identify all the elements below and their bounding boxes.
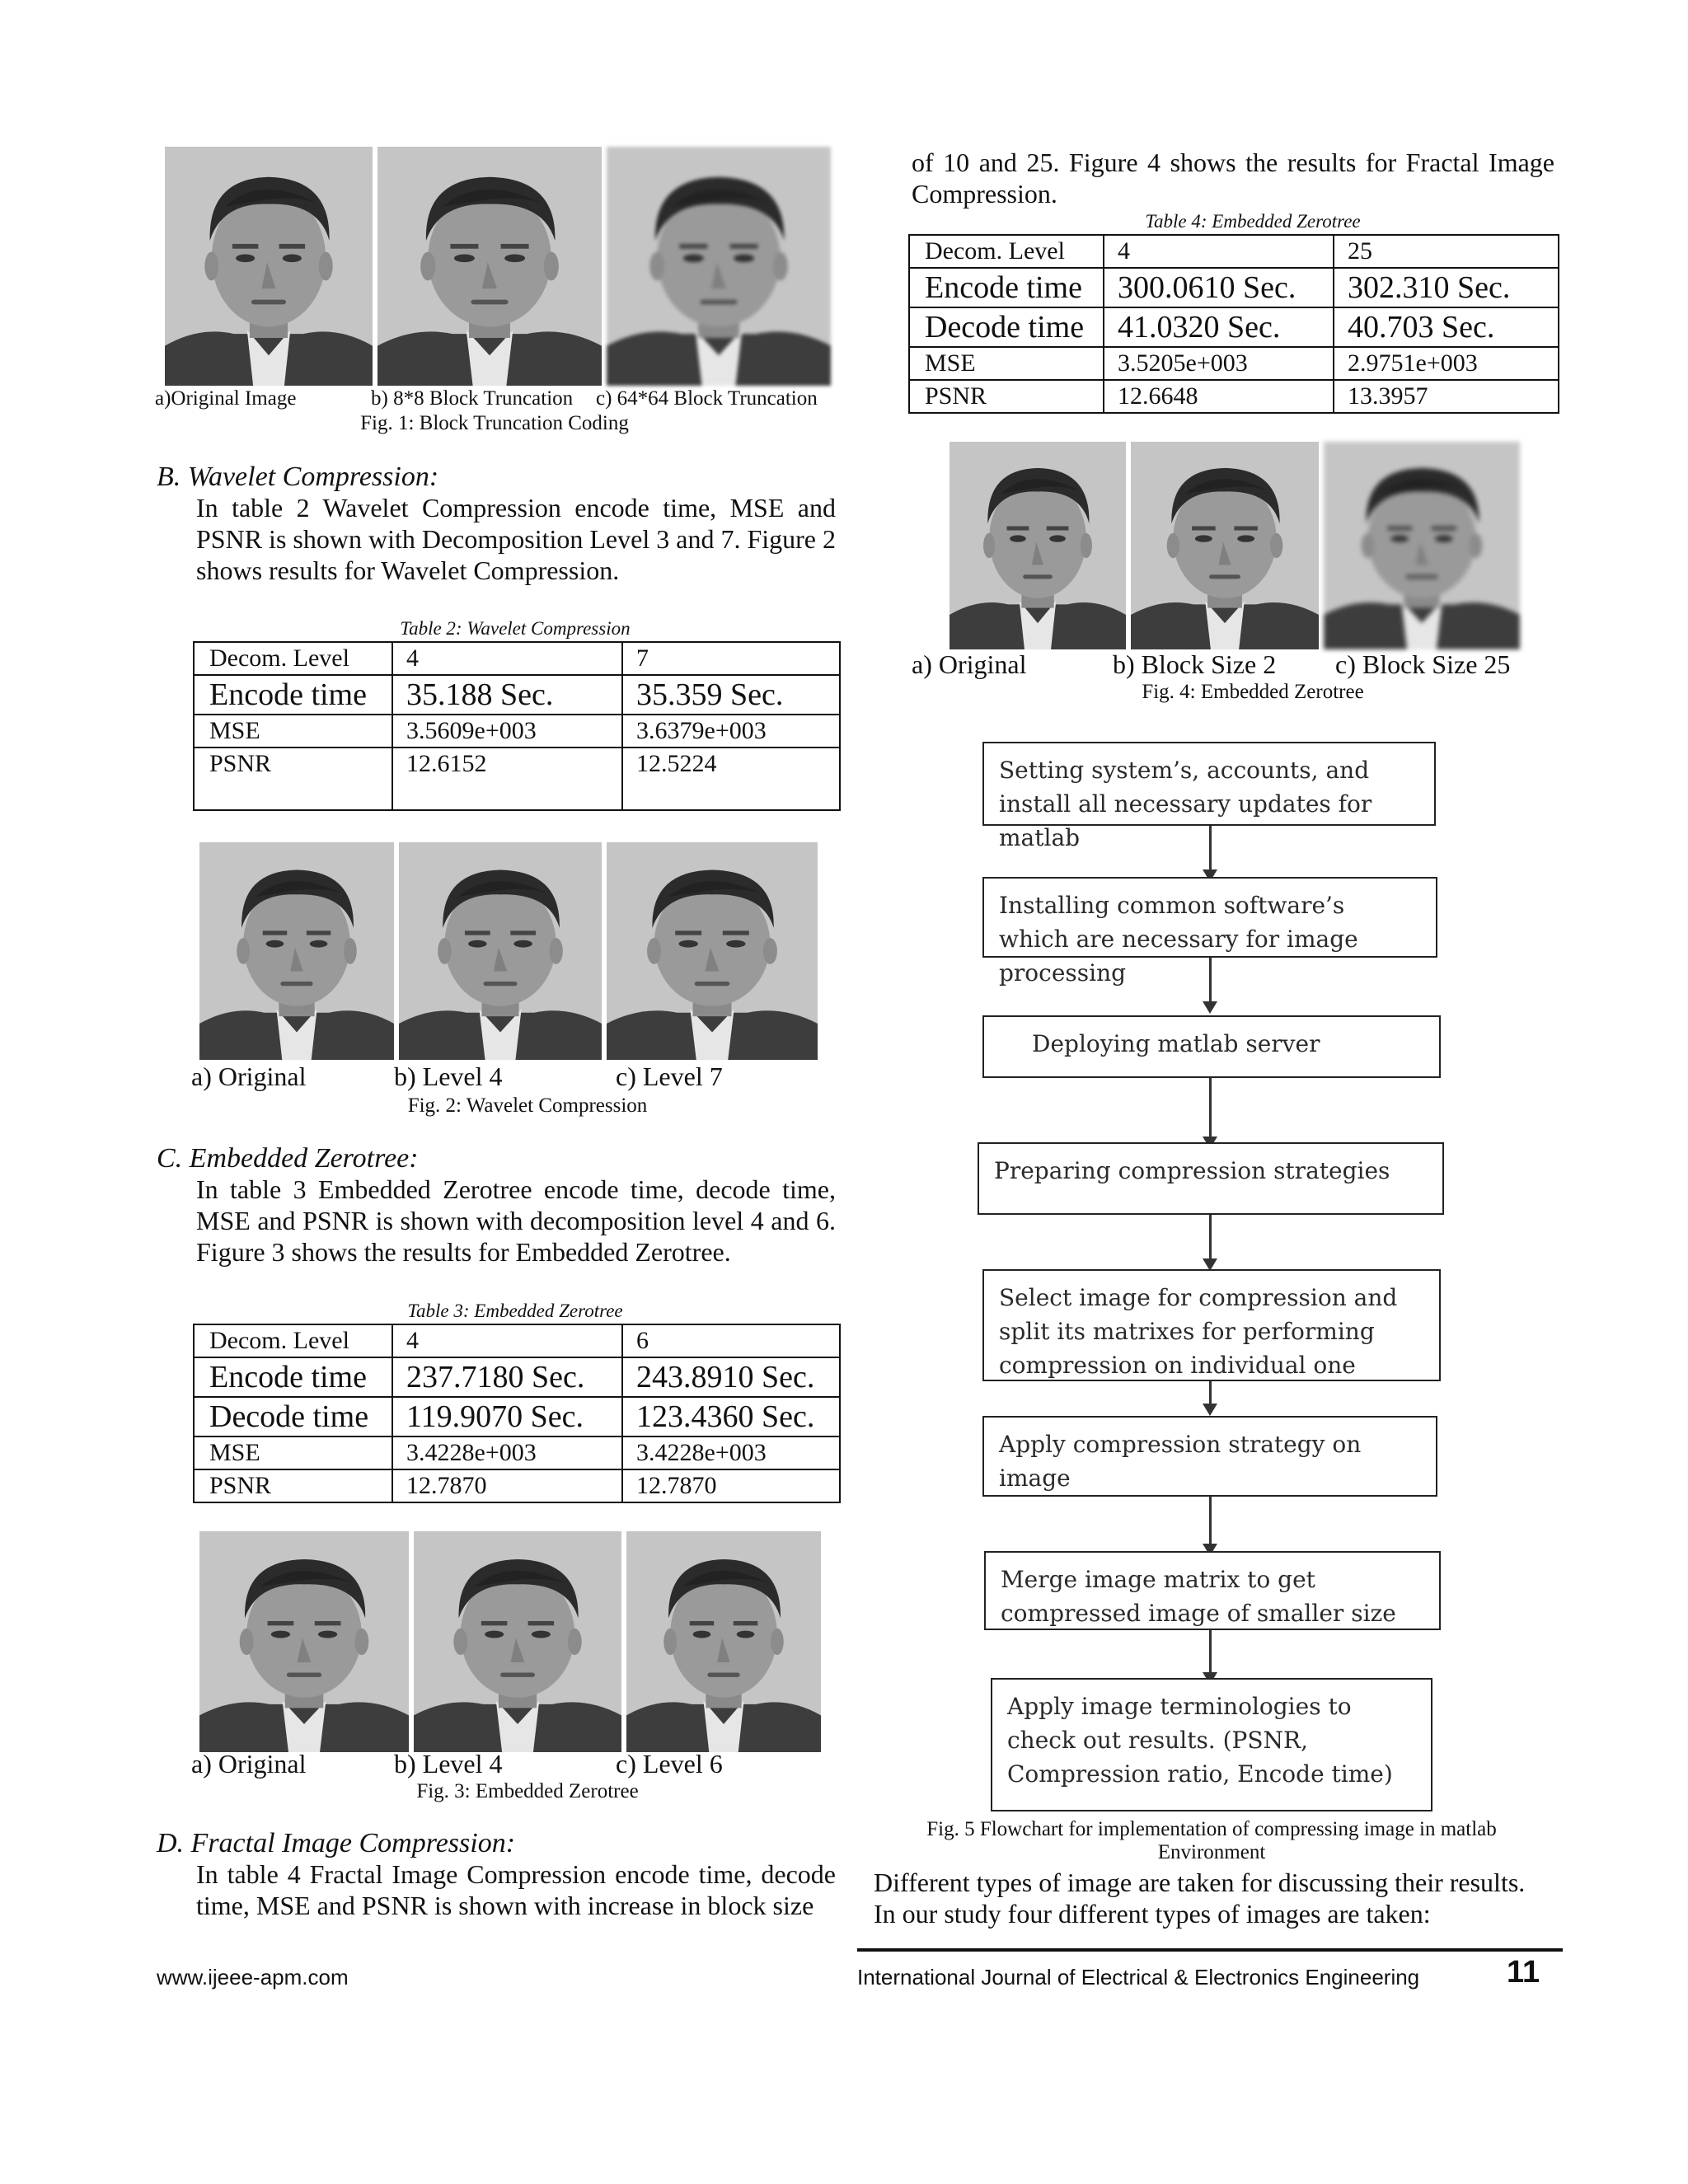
table-cell: 119.9070 Sec. bbox=[392, 1397, 622, 1436]
table-row bbox=[909, 347, 1559, 380]
flowchart-step-3: Deploying matlab server bbox=[982, 1015, 1441, 1078]
table-row bbox=[909, 235, 1559, 268]
table-cell: PSNR bbox=[194, 1469, 392, 1502]
table-row bbox=[194, 675, 840, 715]
table-cell: 12.7870 bbox=[392, 1469, 622, 1502]
section-c-heading: C. Embedded Zerotree: bbox=[157, 1143, 419, 1174]
table-cell: MSE bbox=[194, 715, 392, 748]
table-cell: 3.5609e+003 bbox=[392, 715, 622, 748]
table-cell: MSE bbox=[194, 1436, 392, 1469]
flowchart-step-8: Apply image terminologies to check out results. (PSNR, Compression ratio, Encode time) bbox=[991, 1678, 1432, 1811]
flowchart-step-4: Preparing compression strategies bbox=[978, 1142, 1444, 1215]
table4-caption: Table 4: Embedded Zerotree bbox=[1145, 211, 1361, 232]
fig3-caption: Fig. 3: Embedded Zerotree bbox=[416, 1780, 639, 1802]
table-cell: 2.9751e+003 bbox=[1334, 347, 1559, 380]
section-c-text: In table 3 Embedded Zerotree encode time, decode time, MSE and PSNR is shown with decomposition level 4 and 6. Figure 3 shows the results for Embedded Zerotree. bbox=[196, 1174, 836, 1267]
table-row bbox=[194, 1324, 840, 1357]
flowchart-arrow bbox=[1209, 1215, 1212, 1259]
table-cell: 6 bbox=[622, 1324, 840, 1357]
fig4-label-c: c) Block Size 25 bbox=[1335, 649, 1511, 679]
footer-rule bbox=[857, 1948, 1563, 1952]
section-d-heading: D. Fractal Image Compression: bbox=[157, 1828, 516, 1858]
fig1-label-a: a)Original Image bbox=[155, 387, 297, 410]
table-cell: 12.7870 bbox=[622, 1469, 840, 1502]
fig2-image-level4 bbox=[399, 842, 602, 1060]
right-intro-text: of 10 and 25. Figure 4 shows the results for Fractal Image Compression. bbox=[912, 148, 1554, 209]
table-row bbox=[194, 715, 840, 748]
flowchart-arrow bbox=[1209, 958, 1212, 1002]
fig3-label-c: c) Level 6 bbox=[616, 1749, 723, 1779]
fig1-image-8x8 bbox=[377, 147, 602, 386]
flowchart-arrow bbox=[1209, 1630, 1212, 1673]
flowchart-step-7: Merge image matrix to get compressed image of smaller size bbox=[984, 1551, 1441, 1630]
table-cell: 41.0320 Sec. bbox=[1104, 307, 1334, 347]
fig1-caption: Fig. 1: Block Truncation Coding bbox=[360, 412, 629, 434]
fig1-label-b: b) 8*8 Block Truncation bbox=[371, 387, 574, 410]
fig2-image-level7 bbox=[607, 842, 818, 1060]
fig4-label-a: a) Original bbox=[912, 649, 1027, 679]
fig2-label-c: c) Level 7 bbox=[616, 1062, 723, 1091]
fig1-image-64x64 bbox=[607, 147, 831, 386]
table-row bbox=[194, 1357, 840, 1397]
table-cell: 25 bbox=[1334, 235, 1559, 268]
table-row bbox=[194, 748, 840, 810]
table-cell: Encode time bbox=[194, 1357, 392, 1397]
table-cell: 237.7180 Sec. bbox=[392, 1357, 622, 1397]
table-cell: Encode time bbox=[194, 675, 392, 715]
fig2-label-b: b) Level 4 bbox=[394, 1062, 503, 1091]
flowchart-arrow bbox=[1209, 826, 1212, 870]
footer-journal: International Journal of Electrical & Electronics Engineering bbox=[857, 1965, 1420, 1990]
section-b-text: In table 2 Wavelet Compression encode time, MSE and PSNR is shown with Decomposition Level 3 and 7. Figure 2 shows results for Wavelet Compression. bbox=[196, 493, 836, 585]
fig2-caption: Fig. 2: Wavelet Compression bbox=[407, 1094, 648, 1117]
footer-website: www.ijeee-apm.com bbox=[157, 1965, 349, 1990]
closing-text-line2: In our study four different types of images are taken: bbox=[874, 1899, 1431, 1929]
fig5-caption-line1: Fig. 5 Flowchart for implementation of compressing image in matlab bbox=[926, 1818, 1497, 1840]
table-cell: Decom. Level bbox=[194, 1324, 392, 1357]
flowchart-step-1: Setting system’s, accounts, and install all necessary updates for matlab bbox=[982, 742, 1436, 826]
table-cell: MSE bbox=[909, 347, 1104, 380]
table-row bbox=[909, 380, 1559, 413]
table-cell: PSNR bbox=[909, 380, 1104, 413]
table-cell: 302.310 Sec. bbox=[1334, 268, 1559, 307]
table-cell: 243.8910 Sec. bbox=[622, 1357, 840, 1397]
table4 bbox=[908, 234, 1559, 414]
flowchart-step-5: Select image for compression and split its matrixes for performing compression on individual one bbox=[982, 1269, 1441, 1381]
table-cell: 35.359 Sec. bbox=[622, 675, 840, 715]
flowchart-arrow bbox=[1209, 1381, 1212, 1404]
flowchart-step-6: Apply compression strategy on image bbox=[982, 1416, 1437, 1497]
table-cell: 40.703 Sec. bbox=[1334, 307, 1559, 347]
fig4-caption: Fig. 4: Embedded Zerotree bbox=[1142, 681, 1364, 703]
fig4-label-b: b) Block Size 2 bbox=[1113, 649, 1277, 679]
table3-caption: Table 3: Embedded Zerotree bbox=[407, 1301, 623, 1321]
table-cell: Encode time bbox=[909, 268, 1104, 307]
table-cell: 7 bbox=[622, 642, 840, 675]
flowchart-arrow bbox=[1209, 1078, 1212, 1137]
fig4-image-original bbox=[950, 442, 1126, 649]
table-row bbox=[194, 1436, 840, 1469]
table-row bbox=[194, 1397, 840, 1436]
fig1-image-original bbox=[165, 147, 373, 386]
table-cell: Decode time bbox=[194, 1397, 392, 1436]
fig4-image-block2 bbox=[1131, 442, 1319, 649]
fig3-label-a: a) Original bbox=[191, 1749, 307, 1779]
flowchart-arrow bbox=[1209, 1497, 1212, 1544]
fig5-caption-line2: Environment bbox=[1157, 1841, 1266, 1863]
table-row bbox=[909, 307, 1559, 347]
table-cell: 300.0610 Sec. bbox=[1104, 268, 1334, 307]
page-number: 11 bbox=[1507, 1955, 1540, 1990]
table-cell: 3.4228e+003 bbox=[392, 1436, 622, 1469]
table-cell: 123.4360 Sec. bbox=[622, 1397, 840, 1436]
table-row bbox=[194, 1469, 840, 1502]
table-cell: 35.188 Sec. bbox=[392, 675, 622, 715]
table-cell: 4 bbox=[1104, 235, 1334, 268]
flowchart-step-2: Installing common software’s which are necessary for image processing bbox=[982, 877, 1437, 958]
table-cell: Decom. Level bbox=[194, 642, 392, 675]
table-cell: Decode time bbox=[909, 307, 1104, 347]
fig1-label-c: c) 64*64 Block Truncation bbox=[596, 387, 818, 410]
section-d-text: In table 4 Fractal Image Compression encode time, decode time, MSE and PSNR is shown with increase in block size bbox=[196, 1859, 836, 1920]
table-cell: 3.4228e+003 bbox=[622, 1436, 840, 1469]
table3 bbox=[193, 1324, 841, 1503]
table-cell: 4 bbox=[392, 1324, 622, 1357]
section-b-heading: B. Wavelet Compression: bbox=[157, 462, 439, 492]
table-cell: Decom. Level bbox=[909, 235, 1104, 268]
fig2-image-original bbox=[199, 842, 394, 1060]
table-cell: PSNR bbox=[194, 748, 392, 810]
fig3-image-original bbox=[199, 1531, 409, 1752]
table-row bbox=[909, 268, 1559, 307]
table-row bbox=[194, 642, 840, 675]
table-cell: 12.6648 bbox=[1104, 380, 1334, 413]
table-cell: 13.3957 bbox=[1334, 380, 1559, 413]
table-cell: 3.6379e+003 bbox=[622, 715, 840, 748]
table-cell: 12.6152 bbox=[392, 748, 622, 810]
fig3-image-level6 bbox=[626, 1531, 821, 1752]
fig2-label-a: a) Original bbox=[191, 1062, 307, 1091]
table2-caption: Table 2: Wavelet Compression bbox=[400, 618, 631, 639]
table-cell: 3.5205e+003 bbox=[1104, 347, 1334, 380]
table2 bbox=[193, 641, 841, 811]
fig3-label-b: b) Level 4 bbox=[394, 1749, 503, 1779]
fig4-image-block25 bbox=[1324, 442, 1520, 649]
closing-text-line1: Different types of image are taken for discussing their results. bbox=[874, 1868, 1526, 1897]
table-cell: 4 bbox=[392, 642, 622, 675]
fig3-image-level4 bbox=[414, 1531, 621, 1752]
table-cell: 12.5224 bbox=[622, 748, 840, 810]
